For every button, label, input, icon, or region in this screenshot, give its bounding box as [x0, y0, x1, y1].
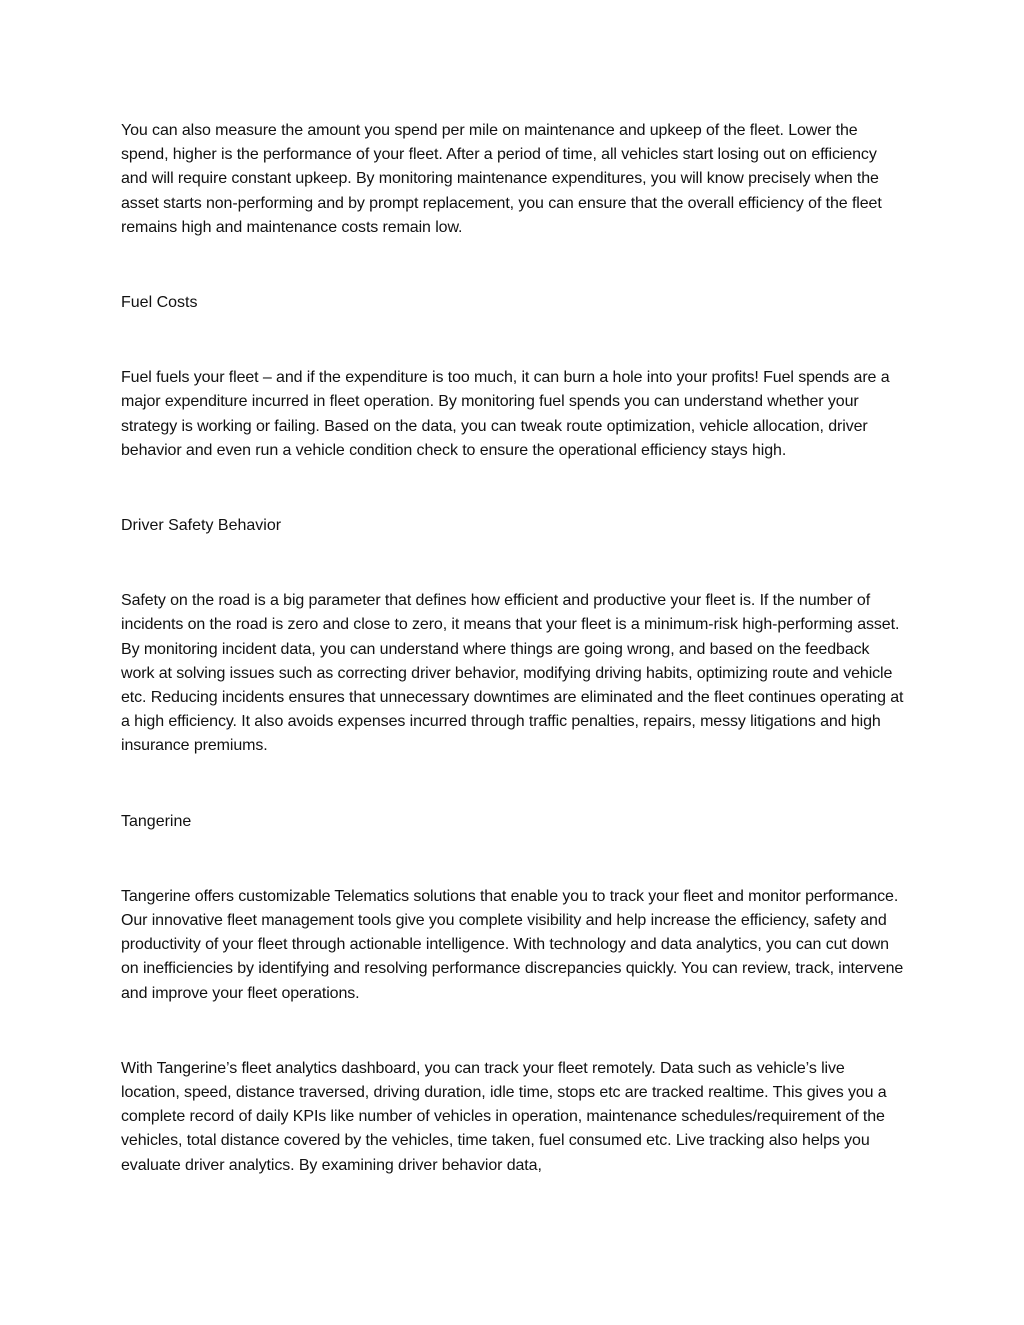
paragraph-fuel-costs: Fuel fuels your fleet – and if the expenditure is too much, it can burn a hole into your profits! Fuel spends are a major expenditure incurred in fleet operation. By monitoring fuel spends you can understand whether your strategy is working or failing. Based on the data, you can tweak route optimization, vehicle allocation, driver behavior and even run a vehicle condition check to ensure the operational efficiency stays high.: [121, 369, 890, 459]
spacer: [121, 240, 907, 291]
spacer: [121, 538, 907, 589]
paragraph-driver-safety: Safety on the road is a big parameter that defines how efficient and productive your fleet is. If the number of incidents on the road is zero and close to zero, it means that your fleet is a minimum-risk high-performing asset. By monitoring incident data, you can understand where things are going wrong, and based on the feedback work at solving issues such as correcting driver behavior, modifying driving habits, optimizing route and vehicle etc. Reducing incidents ensures that unnecessary downtimes are eliminated and the fleet continues operating at a high efficiency. It also avoids expenses incurred through traffic penalties, repairs, messy litigations and high insurance premiums.: [121, 592, 904, 755]
section-heading-driver-safety: Driver Safety Behavior: [121, 517, 282, 535]
spacer: [121, 759, 907, 810]
spacer: [121, 834, 907, 885]
paragraph-tangerine-dashboard: With Tangerine’s fleet analytics dashboard, you can track your fleet remotely. Data such as vehicle’s live location, speed, distance traversed, driving duration, idle time, stops etc are tracked realtime. This gives you a complete record of daily KPIs like number of vehicles in operation, maintenance schedules/requirement of the vehicles, total distance covered by the vehicles, time taken, fuel consumed etc. Live tracking also helps you evaluate driver analytics. By examining driver behavior data,: [121, 1059, 887, 1174]
paragraph-maintenance-costs: You can also measure the amount you spend per mile on maintenance and upkeep of the fleet. Lower the spend, higher is the performance of your fleet. After a period of time, all vehicles start losing out on efficiency and will require constant upkeep. By monitoring maintenance expenditures, you will know precisely when the asset starts non-performing and by prompt replacement, you can ensure that the overall efficiency of the fleet remains high and maintenance costs remain low.: [121, 122, 882, 236]
spacer: [121, 315, 907, 366]
document-body: [121, 119, 907, 1178]
paragraph-tangerine-offers: Tangerine offers customizable Telematics solutions that enable you to track your fleet and monitor performance. Our innovative fleet management tools give you complete visibility and help increase the efficiency, safety and productivity of your fleet through actionable intelligence. With technology and data analytics, you can cut down on inefficiencies by identifying and resolving performance discrepancies quickly. You can review, track, intervene and improve your fleet operations.: [121, 887, 904, 1002]
spacer: [121, 1006, 907, 1057]
section-heading-fuel-costs: Fuel Costs: [121, 294, 198, 312]
section-heading-tangerine: Tangerine: [121, 812, 192, 830]
spacer: [121, 463, 907, 514]
